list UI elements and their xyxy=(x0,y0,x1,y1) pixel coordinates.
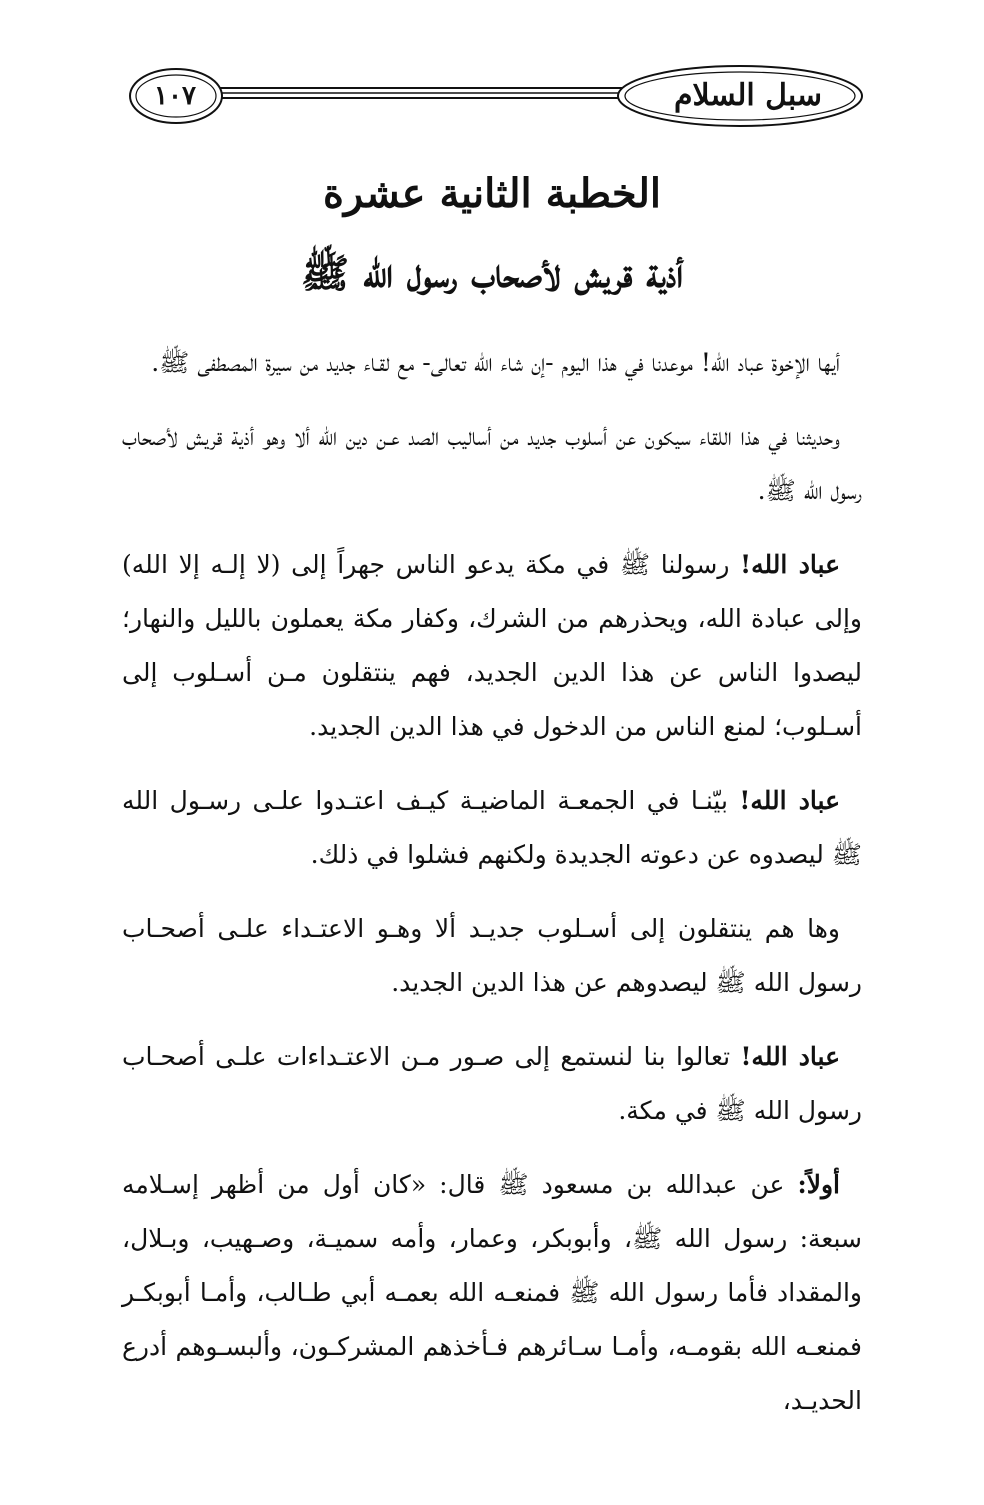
paragraph xyxy=(122,336,862,390)
paragraph-text: وحديثنا في هذا اللقاء سيكون عن أسلوب جديد من أساليب الصد عـن دين الله ألا وهو أذية قريش لأصحاب رسول الله ﷺ. xyxy=(122,422,862,505)
paragraph-lead: عباد الله! xyxy=(739,786,841,815)
page-number: ١٠٧ xyxy=(154,81,196,111)
paragraph-lead: عباد الله! xyxy=(740,550,840,579)
sermon-title: الخطبة الثانية عشرة xyxy=(322,170,662,217)
paragraph xyxy=(122,774,862,882)
sermon-subtitle: أذية قريش لأصحاب رسول الله ﷺ xyxy=(300,250,684,297)
paragraph-text: تعالوا بنا لنستمع إلى صـور مـن الاعتـداءات علـى أصحـاب رسول الله ﷺ في مكة. xyxy=(122,1042,862,1125)
paragraph-text: أيها الإخوة عباد الله! موعدنا في هذا اليوم -إن شاء الله تعالى- مع لقـاء جديد من سيرة المصطفى ﷺ. xyxy=(151,348,840,377)
paragraph-text: عن عبدالله بن مسعود ﷺ قال: «كان أول من أظهر إسـلامه سبعة: رسول الله ﷺ، وأبوبكر، وعمار، وأمه سميـة، وصـهيب، وبـلال، والمقداد فأما رسول الله ﷺ فمنعـه الله بعمـه أبي طـالب، وأمـا أبوبكـر فمنعـه الله بقومـه، وأمـا سـائرهم فـأخذهم المشركـون، وألبسـوهم أدرع الحديـد، xyxy=(122,1170,862,1415)
paragraph-text: وها هم ينتقلون إلى أسـلوب جديـد ألا وهـو الاعتـداء علـى أصحـاب رسول الله ﷺ ليصدوهم عن هذا الدين الجديد. xyxy=(122,914,862,997)
paragraph-text: بيّنـا في الجمعـة الماضيـة كيـف اعتـدوا علـى رسـول الله ﷺ ليصدوه عن دعوته الجديدة ولكنهم فشلوا في ذلك. xyxy=(122,786,862,869)
running-header xyxy=(120,60,870,132)
sermon-body xyxy=(122,336,862,1448)
paragraph xyxy=(122,1030,862,1138)
paragraph-lead: عباد الله! xyxy=(740,1042,840,1071)
paragraph xyxy=(122,1158,862,1428)
paragraph xyxy=(122,538,862,754)
paragraph-text: رسولنا ﷺ في مكة يدعو الناس جهراً إلى (لا إلـه إلا الله) وإلى عبادة الله، ويحذرهم من الشرك، وكفار مكة يعملون بالليل والنهار؛ ليصدوا الناس عن هذا الدين الجديد، فهم ينتقلون مـن أسـلوب إلى أسـلوب؛ لمنع الناس من الدخول في هذا الدين الجديد. xyxy=(122,550,862,741)
paragraph xyxy=(122,410,862,518)
book-title: سبل السلام xyxy=(673,78,823,113)
paragraph-lead: أولاً: xyxy=(797,1170,840,1199)
paragraph xyxy=(122,902,862,1010)
